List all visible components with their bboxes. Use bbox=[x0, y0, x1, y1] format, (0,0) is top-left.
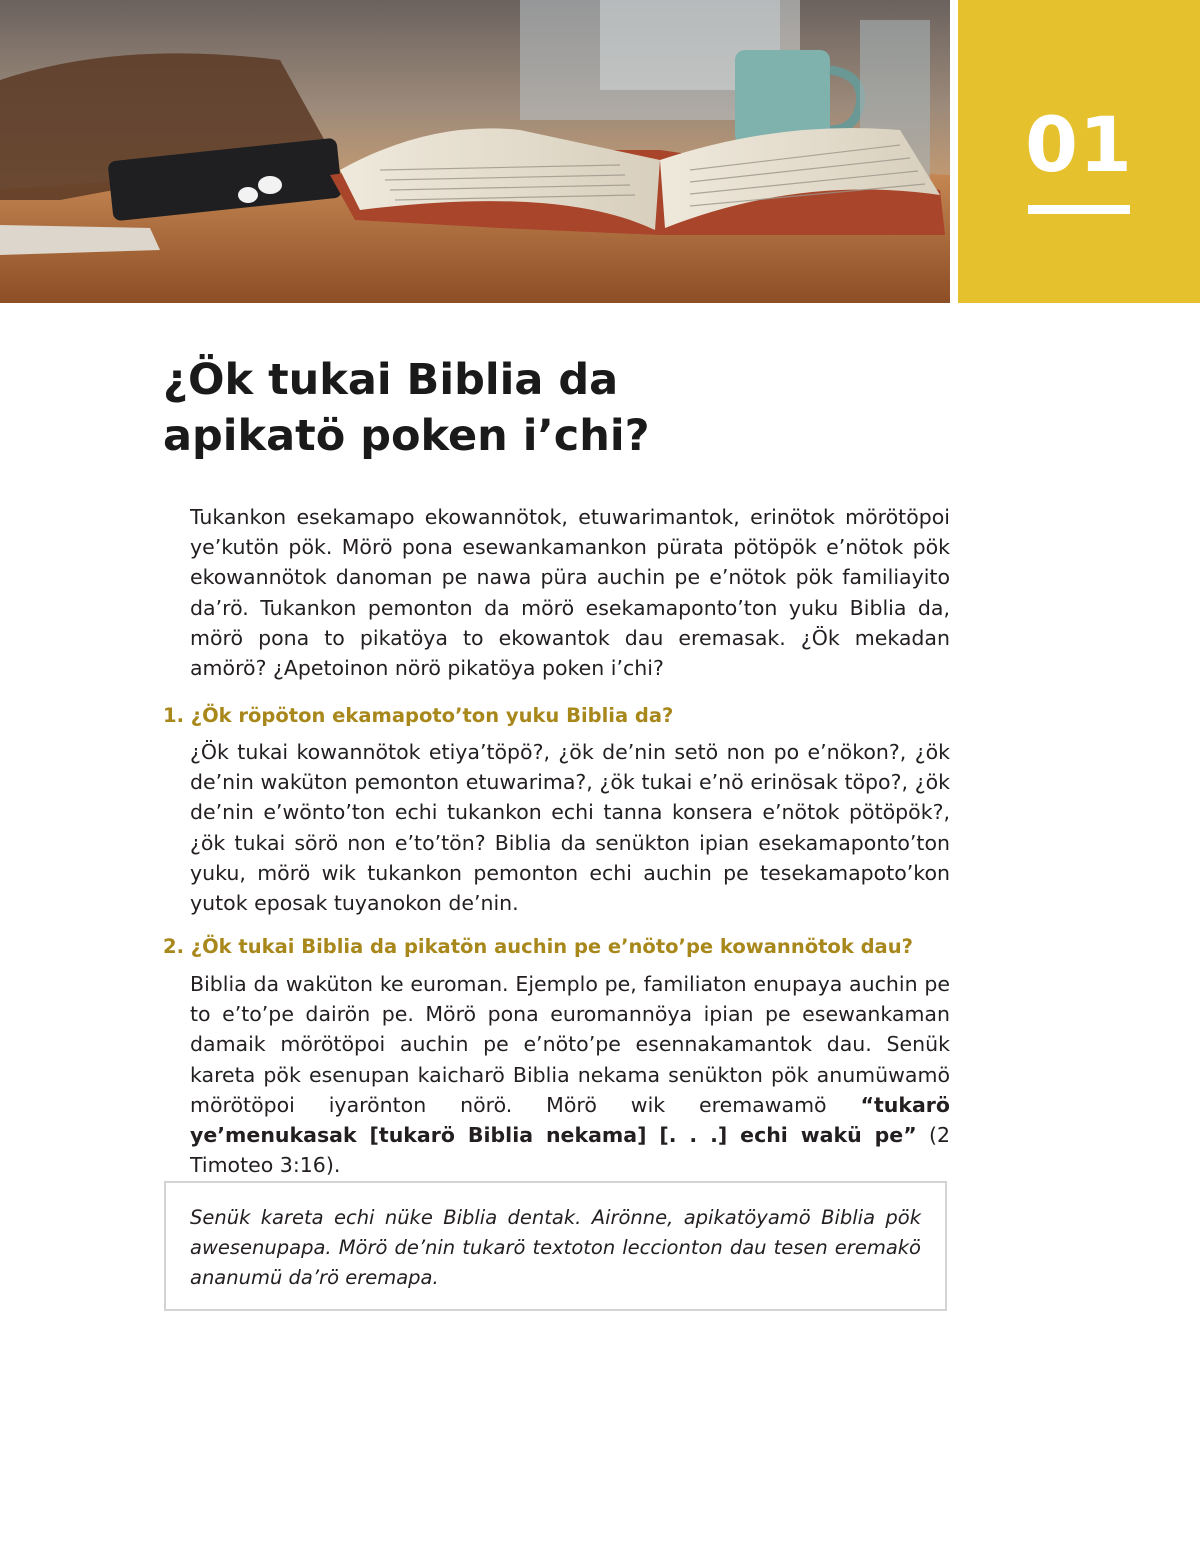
header-photo bbox=[0, 0, 950, 303]
lesson-number: 01 bbox=[1025, 100, 1133, 189]
page-title-line-2: apikatö poken i’chi? bbox=[163, 411, 650, 461]
note-text: Senük kareta echi nüke Biblia dentak. Airönne, apikatöyamö Biblia pök awesenupapa. Mörö de’nin tukarö textoton leccionton dau tesen eremakö ananumü da’rö eremapa. bbox=[190, 1206, 921, 1289]
scripture-quote: “tukarö ye’menukasak [tukarö Biblia nekama] [. . .] echi wakü pe” bbox=[190, 1092, 950, 1148]
lesson-number-badge bbox=[958, 0, 1200, 303]
question-1-heading: 1. ¿Ök röpöton ekamapoto’ton yuku Biblia da? bbox=[163, 704, 674, 727]
question-2-answer-text: Biblia da waküton ke euroman. Ejemplo pe, familiaton enupaya auchin pe to e’to’pe dairön pe. Mörö pona euromannöya ipian pe esewankaman damaik mörötöpoi auchin pe e’nöto’pe esennakamantok dau. Senük kareta pök esenupan kaicharö Biblia nekama senükton pök anumüwamö mörötöpoi iyarönton nörö. Mörö wik eremawamö bbox=[190, 972, 950, 1117]
page-title-line-1: ¿Ök tukai Biblia da bbox=[163, 355, 619, 405]
question-1-answer: ¿Ök tukai kowannötok etiya’töpö?, ¿ök de’nin setö non po e’nökon?, ¿ök de’nin waküton pemonton etuwarima?, ¿ök tukai e’nö erinösak töpo?, ¿ök de’nin e’wönto’ton echi tukankon echi tanna konsera e’nötok pötöpök?, ¿ök tukai sörö non e’to’tön? Biblia da senükton ipian esekamaponto’ton yuku, mörö wik tukankon pemonton echi auchin pe tesekamapoto’kon yutok eposak tuyanokon de’nin. bbox=[190, 740, 950, 916]
lesson-number-underline bbox=[1028, 205, 1130, 214]
question-2-answer bbox=[190, 969, 950, 1180]
scripture-reference: (2 Timoteo 3:16). bbox=[190, 1123, 951, 1178]
question-2-heading: 2. ¿Ök tukai Biblia da pikatön auchin pe e’nöto’pe kowannötok dau? bbox=[163, 935, 913, 958]
note-box bbox=[164, 1181, 947, 1311]
intro-paragraph: Tukankon esekamapo ekowannötok, etuwarimantok, erinötok mörötöpoi ye’kutön pök. Mörö pona esewankamankon pürata pötöpök e’nötok pök ekowannötok danoman pe nawa püra auchin pe e’nötok pök familiayito da’rö. Tukankon pemonton da mörö esekamaponto’ton yuku Biblia da, mörö pona to pikatöya to ekowantok dau eremasak. ¿Ök mekadan amörö? ¿Apetoinon nörö pikatöya poken i’chi? bbox=[190, 505, 950, 681]
page-title bbox=[163, 352, 923, 464]
open-bible-illustration bbox=[0, 0, 950, 303]
